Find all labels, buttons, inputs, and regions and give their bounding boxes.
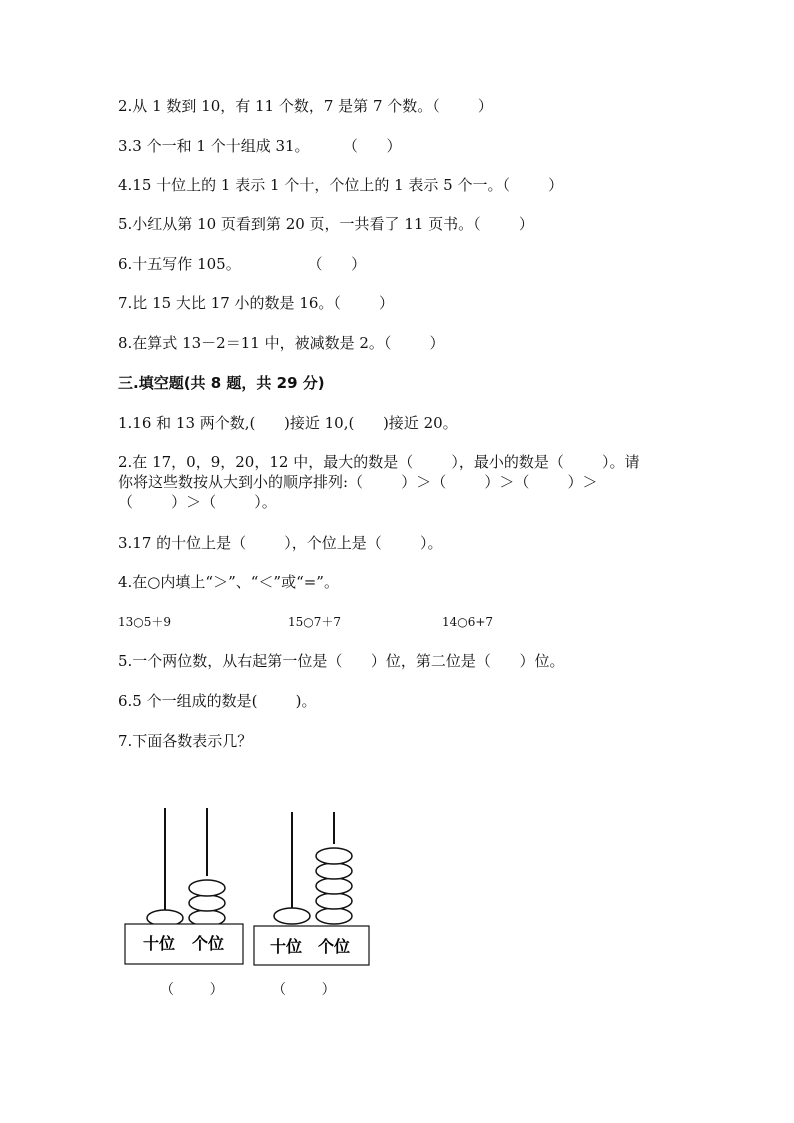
- fill-q6: 6.5 个一组成的数是( )。: [118, 692, 317, 710]
- abacus-2-ones-bead: [316, 908, 352, 924]
- fill-q1: 1.16 和 13 两个数,( )接近 10,( )接近 20。: [118, 414, 458, 432]
- abacus-2-tens-label: 十位: [270, 937, 303, 956]
- abacus-2-ones-bead: [316, 878, 352, 894]
- abacus-1-answer-blank: （ ）: [160, 982, 224, 998]
- fill-q2-line1: 2.在 17，0，9，20，12 中，最大的数是（ ），最小的数是（ ）。请: [118, 453, 640, 471]
- compare-item-3: 14○6+7: [442, 615, 494, 629]
- fill-q4: 4.在○内填上“＞”、“＜”或“=”。: [118, 573, 339, 591]
- judge-q7: 7.比 15 大比 17 小的数是 16。（ ）: [118, 294, 395, 312]
- abacus-2-answer-blank: （ ）: [272, 982, 336, 998]
- abacus-1: [125, 808, 243, 964]
- abacus-2: [254, 812, 369, 965]
- abacus-1-ones-bead: [189, 895, 225, 911]
- abacus-2-ones-label: 个位: [318, 937, 351, 956]
- section-heading-fill: 三.填空题(共 8 题，共 29 分): [118, 374, 325, 392]
- abacus-2-tens-bead: [274, 908, 310, 924]
- fill-q3: 3.17 的十位上是（ ），个位上是（ ）。: [118, 534, 443, 552]
- fill-q2-line2: 你将这些数按从大到小的顺序排列:（ ）＞（ ）＞（ ）＞: [118, 473, 598, 491]
- fill-q7: 7.下面各数表示几？: [118, 732, 253, 750]
- judge-q6: 6.十五写作 105。 （ ）: [118, 255, 367, 273]
- judge-q8: 8.在算式 13－2＝11 中，被减数是 2。（ ）: [118, 334, 445, 352]
- abacus-2-ones-bead: [316, 863, 352, 879]
- judge-q4: 4.15 十位上的 1 表示 1 个十，个位上的 1 表示 5 个一。（ ）: [118, 176, 564, 194]
- compare-item-2: 15○7＋7: [288, 615, 342, 629]
- abacus-1-ones-label: 个位: [192, 934, 225, 953]
- abacus-1-tens-label: 十位: [143, 934, 176, 953]
- compare-item-1: 13○5＋9: [118, 615, 172, 629]
- fill-q5: 5.一个两位数，从右起第一位是（ ）位，第二位是（ ）位。: [118, 652, 565, 670]
- judge-q2: 2.从 1 数到 10，有 11 个数，7 是第 7 个数。（ ）: [118, 97, 493, 115]
- abacus-2-ones-bead: [316, 848, 352, 864]
- judge-q3: 3.3 个一和 1 个十组成 31。 （ ）: [118, 137, 402, 155]
- judge-q5: 5.小红从第 10 页看到第 20 页，一共看了 11 页书。（ ）: [118, 215, 534, 233]
- fill-q2-line3: （ ）＞（ ）。: [118, 493, 277, 511]
- abacus-1-ones-bead: [189, 880, 225, 896]
- abacus-2-ones-bead: [316, 893, 352, 909]
